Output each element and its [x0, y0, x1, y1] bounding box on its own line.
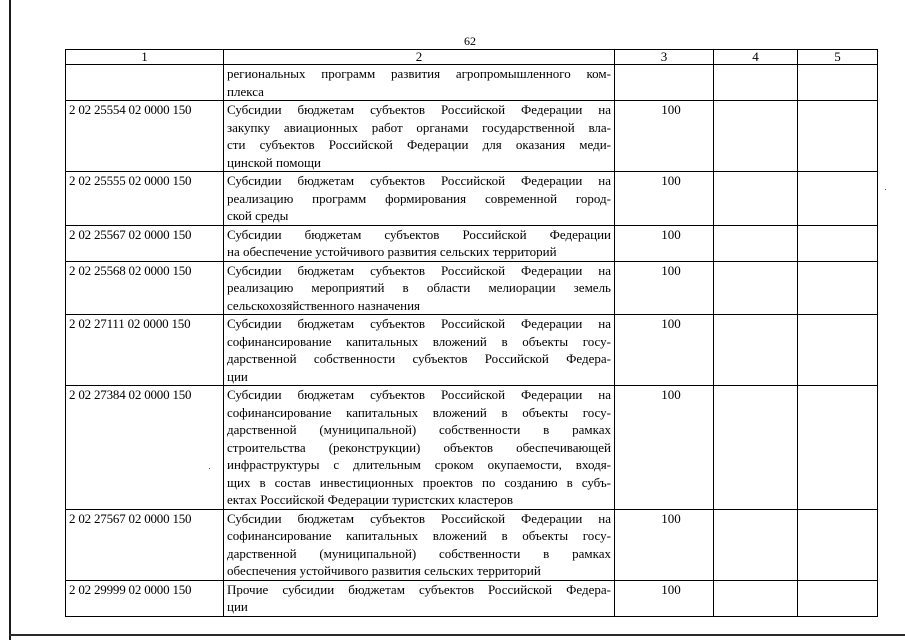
- description-line: Субсидии бюджетам субъектов Российской Федерации на: [227, 510, 611, 526]
- table-body: [66, 65, 878, 617]
- table-row: [66, 225, 878, 261]
- description-line: цинской помощи: [227, 154, 321, 170]
- column-5-value-cell: [798, 509, 878, 580]
- column-5-value-cell: [798, 315, 878, 386]
- table-row: [66, 101, 878, 172]
- column-3-value: 100: [661, 510, 681, 526]
- column-3-value: 100: [661, 581, 681, 597]
- table-row: [66, 172, 878, 226]
- column-4-value-cell: [714, 386, 798, 510]
- column-5-value-cell: [798, 580, 878, 616]
- column-4-value-cell: [714, 65, 798, 101]
- description-line: Субсидии бюджетам субъектов Российской Федерации на: [227, 173, 611, 188]
- description-cell: [224, 315, 615, 386]
- description-line: дарственной (муниципальной) собственности в рамках: [227, 545, 611, 561]
- column-3-value: 100: [661, 316, 681, 331]
- column-3-value: 100: [661, 173, 681, 188]
- description-cell: [224, 225, 615, 261]
- column-3-value-cell: [615, 172, 714, 226]
- column-5-value-cell: [798, 101, 878, 172]
- description-line: щих в состав инвестиционных проектов по созданию в субъ-: [227, 474, 611, 490]
- classification-code-cell: [66, 65, 224, 101]
- description-line: ектах Российской Федерации туристских кластеров: [227, 492, 514, 507]
- description-line: реализацию программ формирования современной город-: [227, 190, 611, 206]
- column-header-row: [66, 50, 878, 65]
- description-cell: [224, 65, 615, 101]
- description-line: дарственной (муниципальной) собственности в рамках: [227, 422, 611, 437]
- table-row: [66, 509, 878, 580]
- description-line: реализацию мероприятий в области мелиорации земель: [227, 280, 611, 295]
- description-line: строительства (реконструкции) объектов обеспечивающей: [227, 439, 611, 455]
- column-3-value: 100: [661, 102, 681, 117]
- column-3-value-cell: [615, 101, 714, 172]
- description-line: закупку авиационных работ органами государственной вла-: [227, 119, 611, 135]
- column-4-value-cell: [714, 315, 798, 386]
- column-header-2: 2: [224, 50, 615, 65]
- classification-code-cell: 2 02 25555 02 0000 150: [66, 172, 224, 226]
- description-line: обеспечения устойчивого развития сельских территорий: [227, 563, 541, 578]
- column-header-5: 5: [798, 50, 878, 65]
- column-3-value-cell: [615, 315, 714, 386]
- description-line: ции: [227, 368, 248, 384]
- description-line: региональных программ развития агропромышленного ком-: [227, 66, 611, 81]
- description-line: сельскохозяйственного назначения: [227, 297, 421, 313]
- description-line: софинансирование капитальных вложений в объекты госу-: [227, 528, 611, 543]
- column-5-value-cell: [798, 261, 878, 315]
- classification-code-cell: 2 02 25567 02 0000 150: [66, 225, 224, 261]
- column-3-value: 100: [661, 226, 681, 242]
- column-5-value-cell: [798, 386, 878, 510]
- classification-code-cell: 2 02 27567 02 0000 150: [66, 509, 224, 580]
- column-5-value-cell: [798, 65, 878, 101]
- table-row: [66, 65, 878, 101]
- description-line: дарственной собственности субъектов Российской Федера-: [227, 351, 611, 366]
- description-line: на обеспечение устойчивого развития сельских территорий: [227, 244, 557, 259]
- description-line: софинансирование капитальных вложений в объекты госу-: [227, 404, 611, 420]
- description-cell: [224, 386, 615, 510]
- column-4-value-cell: [714, 580, 798, 616]
- description-line: ской среды: [227, 208, 289, 223]
- description-cell: [224, 261, 615, 315]
- column-3-value: 100: [661, 387, 681, 402]
- classification-code-cell: 2 02 25554 02 0000 150: [66, 101, 224, 172]
- column-3-value-cell: [615, 261, 714, 315]
- column-5-value-cell: [798, 172, 878, 226]
- column-3-value-cell: [615, 386, 714, 510]
- description-line: софинансирование капитальных вложений в объекты госу-: [227, 333, 611, 349]
- column-3-value-cell: [615, 509, 714, 580]
- description-line: ции: [227, 599, 248, 614]
- description-line: сти субъектов Российской Федерации для оказания меди-: [227, 137, 611, 152]
- page-left-edge: [9, 0, 11, 640]
- table-row: [66, 580, 878, 616]
- table-row: [66, 261, 878, 315]
- description-line: инфраструктуры с длительным сроком окупаемости, входя-: [227, 457, 611, 472]
- column-header-4: 4: [714, 50, 798, 65]
- classification-code-cell: 2 02 25568 02 0000 150: [66, 261, 224, 315]
- description-line: Субсидии бюджетам субъектов Российской Федерации на: [227, 316, 611, 331]
- description-line: Субсидии бюджетам субъектов Российской Федерации на: [227, 262, 611, 278]
- classification-code-cell: 2 02 27111 02 0000 150: [66, 315, 224, 386]
- column-header-1: 1: [66, 50, 224, 65]
- description-line: Прочие субсидии бюджетам субъектов Российской Федера-: [227, 581, 611, 597]
- column-4-value-cell: [714, 172, 798, 226]
- description-line: Субсидии бюджетам субъектов Российской Федерации: [227, 226, 611, 242]
- table-row: [66, 315, 878, 386]
- column-4-value-cell: [714, 225, 798, 261]
- page-number: 62: [464, 34, 476, 48]
- column-5-value-cell: [798, 225, 878, 261]
- column-4-value-cell: [714, 101, 798, 172]
- budget-codes-table: [65, 49, 878, 617]
- column-3-value: 100: [661, 262, 681, 278]
- description-cell: [224, 509, 615, 580]
- column-3-value-cell: [615, 65, 714, 101]
- description-line: Субсидии бюджетам субъектов Российской Федерации на: [227, 102, 611, 117]
- description-cell: [224, 172, 615, 226]
- column-4-value-cell: [714, 261, 798, 315]
- column-3-value-cell: [615, 225, 714, 261]
- table-row: [66, 386, 878, 510]
- column-header-3: 3: [615, 50, 714, 65]
- scan-speck: [885, 189, 886, 190]
- description-cell: [224, 101, 615, 172]
- description-line: плекса: [227, 83, 264, 99]
- page-bottom-edge: [9, 634, 905, 636]
- classification-code-cell: 2 02 27384 02 0000 150: [66, 386, 224, 510]
- classification-code-cell: 2 02 29999 02 0000 150: [66, 580, 224, 616]
- column-3-value-cell: [615, 580, 714, 616]
- description-line: Субсидии бюджетам субъектов Российской Федерации на: [227, 387, 611, 402]
- column-4-value-cell: [714, 509, 798, 580]
- description-cell: [224, 580, 615, 616]
